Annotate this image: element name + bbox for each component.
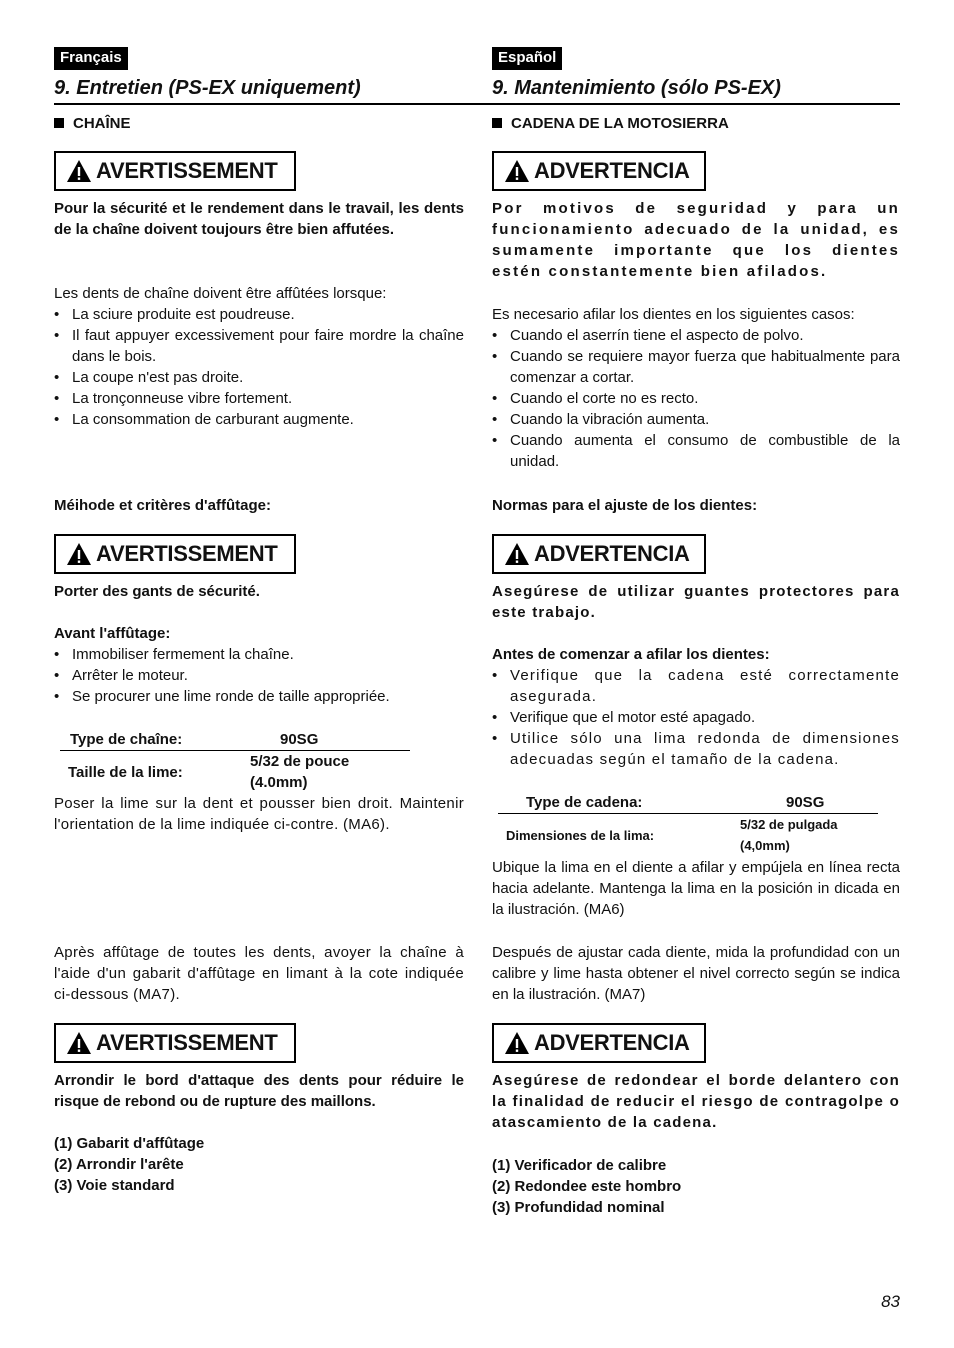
list-item: • Immobiliser fermement la chaîne. — [54, 644, 464, 665]
warning-triangle-icon — [66, 542, 92, 566]
warning-triangle-icon — [504, 159, 530, 183]
spec-table — [60, 729, 410, 793]
list-item: • La sciure produite est poudreuse. — [54, 304, 464, 325]
sharpen-conditions-list — [54, 304, 464, 430]
warning-text: Asegúrese de redondear el borde delantero con la finalidad de reducir el riesgo de contragolpe o atascamiento de la cadena. — [492, 1072, 900, 1131]
list-item: • Verifique que el motor esté apagado. — [492, 707, 900, 728]
warning-text: Arrondir le bord d'attaque des dents pour réduire le risque de rebond ou de rupture des maillons. — [54, 1072, 464, 1110]
square-bullet-icon — [492, 118, 502, 128]
method-heading: Normas para el ajuste de los dientes: — [492, 497, 758, 514]
title-rule — [54, 103, 492, 105]
list-item: • Cuando aumenta el consumo de combustible de la unidad. — [492, 430, 900, 472]
list-item: • La tronçonneuse vibre fortement. — [54, 388, 464, 409]
list-item: • Utilice sólo una lima redonda de dimensiones adecuadas según el tamaño de la cadena. — [492, 728, 900, 770]
warning-box: ADVERTENCIA — [492, 151, 706, 191]
warning-triangle-icon — [504, 1031, 530, 1055]
warning-box: AVERTISSEMENT — [54, 1023, 296, 1063]
warning-box: ADVERTENCIA — [492, 1023, 706, 1063]
list-item: • La coupe n'est pas droite. — [54, 367, 464, 388]
spec-label: Type de chaîne: — [70, 731, 183, 748]
language-tag: Français — [54, 47, 128, 70]
list-item: • Cuando la vibración aumenta. — [492, 409, 900, 430]
warning-triangle-icon — [66, 159, 92, 183]
section-title: 9. Mantenimiento (sólo PS-EX) — [492, 77, 781, 99]
list-item: • Arrêter le moteur. — [54, 665, 464, 686]
before-list — [54, 644, 464, 707]
warning-text: Porter des gants de sécurité. — [54, 583, 260, 600]
subsection-heading: CHAÎNE — [54, 113, 464, 134]
spec-label: Type de cadena: — [526, 794, 643, 811]
before-list — [492, 665, 900, 770]
body-paragraph: Después de ajustar cada diente, mida la profundidad con un calibre y lime hasta obtener el nivel correcto según se indica en la ilustración. (MA7) — [492, 944, 900, 1003]
legend-item: (2) Arrondir l'arête — [54, 1156, 184, 1173]
legend-item: (3) Profundidad nominal — [492, 1199, 665, 1216]
legend-item: (1) Verificador de calibre — [492, 1157, 667, 1174]
list-item: • Il faut appuyer excessivement pour faire mordre la chaîne dans le bois. — [54, 325, 464, 367]
language-tag: Español — [492, 47, 562, 70]
legend-item: (1) Gabarit d'affûtage — [54, 1135, 205, 1152]
subsection-heading: CADENA DE LA MOTOSIERRA — [492, 113, 900, 134]
list-item: • Cuando se requiere mayor fuerza que habitualmente para comenzar a cortar. — [492, 346, 900, 388]
legend-item: (3) Voie standard — [54, 1177, 175, 1194]
list-item: • Cuando el aserrín tiene el aspecto de polvo. — [492, 325, 900, 346]
spec-label: Dimensiones de la lima: — [506, 827, 655, 843]
spec-value: 5/32 de pulgada (4,0mm) — [740, 817, 838, 853]
warning-triangle-icon — [66, 1031, 92, 1055]
intro-text: Es necesario afilar los dientes en los siguientes casos: — [492, 306, 855, 323]
warning-text: Por motivos de seguridad y para un funcionamiento adecuado de la unidad, es sumamente importante que los dientes estén constantemente bien afilados. — [492, 200, 900, 280]
before-heading: Antes de comenzar a afilar los dientes: — [492, 646, 770, 663]
legend-item: (2) Redondee este hombro — [492, 1178, 682, 1195]
title-rule — [492, 103, 900, 105]
section-title: 9. Entretien (PS-EX uniquement) — [54, 77, 361, 99]
list-item: • Cuando el corte no es recto. — [492, 388, 900, 409]
spec-value: 90SG — [280, 731, 319, 748]
warning-text: Pour la sécurité et le rendement dans le travail, les dents de la chaîne doivent toujours être bien affutées. — [54, 200, 464, 238]
warning-box: AVERTISSEMENT — [54, 151, 296, 191]
spec-label: Taille de la lime: — [68, 763, 183, 781]
body-paragraph: Poser la lime sur la dent et pousser bien droit. Maintenir l'orientation de la lime indiquée ci-contre. (MA6). — [54, 795, 464, 833]
intro-text: Les dents de chaîne doivent être affûtées lorsque: — [54, 285, 387, 302]
warning-text: Asegúrese de utilizar guantes protectores para este trabajo. — [492, 583, 900, 621]
warning-box: ADVERTENCIA — [492, 534, 706, 574]
spec-table — [498, 792, 878, 856]
warning-box: AVERTISSEMENT — [54, 534, 296, 574]
square-bullet-icon — [54, 118, 64, 128]
list-item: • La consommation de carburant augmente. — [54, 409, 464, 430]
body-paragraph: Ubique la lima en el diente a afilar y empújela en línea recta hacia adelante. Mantenga la lima en la posición in dicada en la ilustración. (MA6) — [492, 859, 900, 918]
list-item: • Verifique que la cadena esté correctamente asegurada. — [492, 665, 900, 707]
before-heading: Avant l'affûtage: — [54, 625, 171, 642]
spec-value: 90SG — [786, 794, 825, 811]
figure-legend — [492, 1155, 900, 1218]
body-paragraph: Après affûtage de toutes les dents, avoyer la chaîne à l'aide d'un gabarit d'affûtage en limant à la cote indiquée ci-dessous (MA7). — [54, 944, 464, 1003]
warning-triangle-icon — [504, 542, 530, 566]
sharpen-conditions-list — [492, 325, 900, 472]
spec-value: 5/32 de pouce (4.0mm) — [250, 753, 350, 791]
figure-legend — [54, 1133, 464, 1196]
page-number: 83 — [881, 1292, 900, 1311]
method-heading: Méihode et critères d'affûtage: — [54, 497, 271, 514]
list-item: • Se procurer une lime ronde de taille appropriée. — [54, 686, 464, 707]
